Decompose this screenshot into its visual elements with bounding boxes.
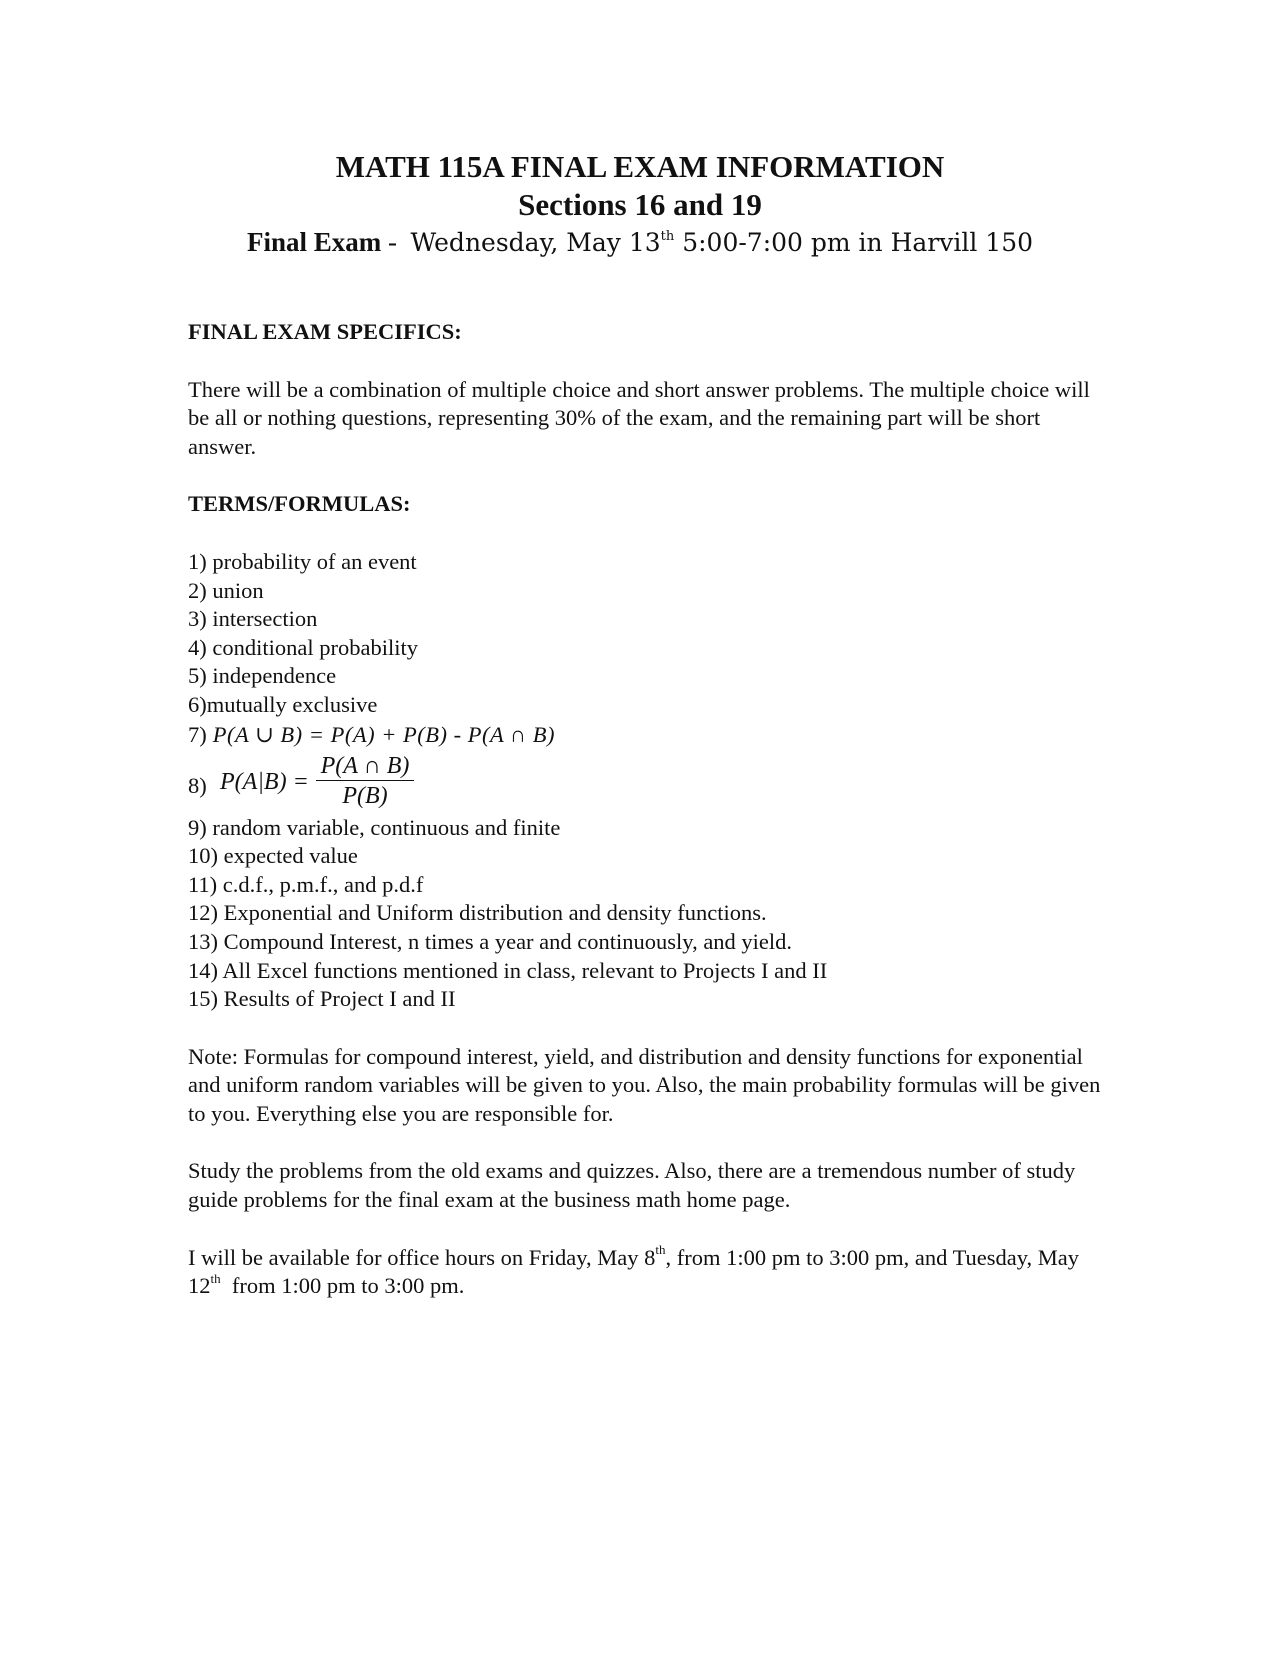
office-hours-paragraph <box>188 1244 1108 1301</box>
document-header <box>0 148 1280 261</box>
office-hours-part3: from 1:00 pm to 3:00 pm. <box>220 1273 465 1299</box>
formula8-label: 8) <box>188 772 207 798</box>
office-hours-part1: I will be available for office hours on Friday, May 8 <box>188 1244 656 1270</box>
list-item: 10) expected value <box>188 843 358 869</box>
exam-when-ordinal: th <box>660 228 675 244</box>
terms-list <box>188 548 1108 1014</box>
exam-when-date: Wednesday, May 13 <box>410 228 661 257</box>
page-subtitle: Sections 16 and 19 <box>518 187 762 222</box>
list-item: 1) probability of an event <box>188 548 417 574</box>
study-paragraph: Study the problems from the old exams and quizzes. Also, there are a tremendous number of study guide problems for the final exam at the business math home page. <box>188 1158 1076 1213</box>
exam-label: Final Exam <box>246 227 382 257</box>
list-item: 11) c.d.f., p.m.f., and p.d.f <box>188 871 424 897</box>
document-body <box>188 318 1108 1301</box>
formula7-label: 7) <box>188 721 207 747</box>
office-hours-part2: , from 1:00 pm to 3:00 pm, and Tuesday, May 12 <box>188 1244 1080 1299</box>
list-item: 13) Compound Interest, n times a year and continuously, and yield. <box>188 928 793 954</box>
list-item: 4) conditional probability <box>188 634 418 660</box>
formula8-denominator: P(B) <box>342 782 388 809</box>
formula8-numerator: P(A ∩ B) <box>320 752 410 779</box>
exam-schedule-line <box>0 224 1280 261</box>
list-item: 3) intersection <box>188 606 318 632</box>
terms-heading: TERMS/FORMULAS: <box>188 491 411 517</box>
exam-when <box>410 228 1033 257</box>
formula8-fraction <box>316 752 414 811</box>
list-item: 15) Results of Project I and II <box>188 986 456 1012</box>
note-paragraph: Note: Formulas for compound interest, yield, and distribution and density functions for exponential and uniform random variables will be given to you. Also, the main probability formulas will be given to you. Everything else you are responsible for. <box>188 1043 1101 1126</box>
list-item: 9) random variable, continuous and finite <box>188 814 561 840</box>
page-title: MATH 115A FINAL EXAM INFORMATION <box>335 149 945 184</box>
list-item: 5) independence <box>188 663 337 689</box>
exam-when-time-place: 5:00-7:00 pm in Harvill 150 <box>674 228 1034 257</box>
list-item: 14) All Excel functions mentioned in class, relevant to Projects I and II <box>188 957 828 983</box>
specifics-paragraph: There will be a combination of multiple choice and short answer problems. The multiple choice will be all or nothing questions, representing 30% of the exam, and the remaining part will be short answer. <box>188 376 1090 459</box>
formula-union <box>188 720 1108 750</box>
formula-conditional <box>188 752 1108 814</box>
office-hours-ordinal2: th <box>210 1270 221 1286</box>
list-item: 6)mutually exclusive <box>188 691 378 717</box>
formula7-expression: P(A ∪ B) = P(A) + P(B) - P(A ∩ B) <box>212 721 556 747</box>
office-hours-ordinal1: th <box>655 1242 666 1258</box>
specifics-heading: FINAL EXAM SPECIFICS: <box>188 319 462 344</box>
list-item: 12) Exponential and Uniform distribution and density functions. <box>188 900 767 926</box>
exam-dash: - <box>381 227 411 257</box>
list-item: 2) union <box>188 577 264 603</box>
formula8-lhs: P(A|B) = <box>220 768 309 795</box>
